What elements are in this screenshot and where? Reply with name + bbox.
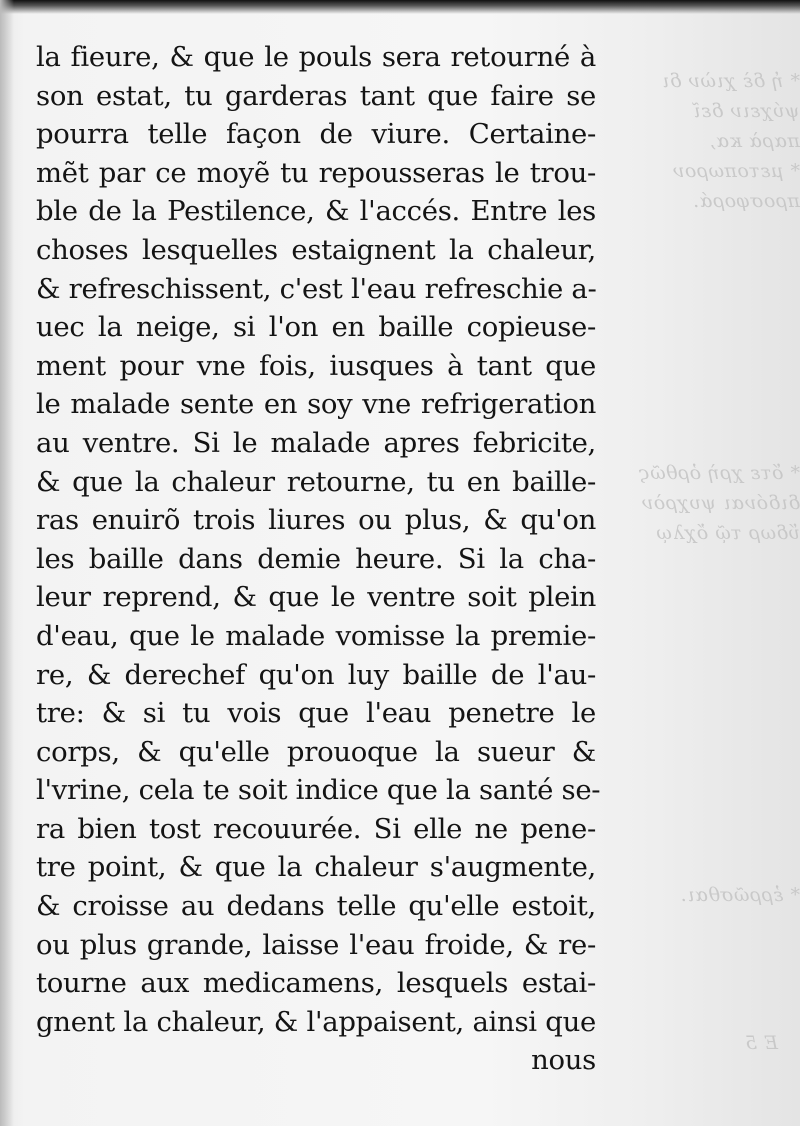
show-through-marginal-note — [608, 66, 800, 216]
text-line: ras enuirõ trois liures ou plus, & qu'on — [36, 504, 596, 537]
text-line: uec la neige, si l'on en baille copieuse- — [36, 311, 596, 344]
show-through-signature-mark — [678, 1028, 778, 1058]
text-line: ou plus grande, laisse l'eau froide, & re- — [36, 928, 596, 961]
catchword: nous — [531, 1044, 596, 1077]
text-line: l'vrine, cela te soit indice que la santé se- — [36, 774, 601, 807]
text-line: mẽt par ce moyẽ tu repousseras le trou- — [36, 156, 596, 189]
text-line: choses lesquelles estaignent la chaleur, — [36, 233, 596, 266]
marginal-note-line: * ὅτε χρὴ ὀρθῶς — [638, 462, 800, 484]
text-line: au ventre. Si le malade apres febricite, — [36, 426, 596, 459]
text-line: corps, & qu'elle prouoque la sueur & — [36, 735, 596, 768]
text-line: re, & derechef qu'on luy baille de l'au- — [36, 658, 596, 691]
text-line: la fieure, & que le pouls sera retourné à — [36, 41, 596, 73]
marginal-note-line: ψύχειν δεῖ — [692, 100, 800, 122]
marginal-note-line: ὕδωρ τῷ ὄχλῳ — [655, 522, 800, 544]
text-line: tre point, & que la chaleur s'augmente, — [36, 851, 596, 884]
page-top-edge-shadow — [0, 0, 800, 14]
marginal-note-line: διδόναι ψυχρὸν — [641, 492, 800, 514]
main-text-block — [36, 38, 601, 1080]
show-through-marginal-note — [608, 880, 800, 910]
text-line: son estat, tu garderas tant que faire se — [36, 79, 596, 112]
text-line: le malade sente en soy vne refrigeration — [36, 388, 596, 421]
text-line: tourne aux medicamens, lesquels estai- — [36, 967, 596, 1000]
text-line: ment pour vne fois, iusques à tant que — [36, 349, 596, 382]
text-line: ble de la Pestilence, & l'accés. Entre les — [36, 195, 596, 228]
marginal-note-line: παρὰ κα, — [709, 130, 800, 152]
show-through-marginal-note — [608, 458, 800, 548]
text-line: gnent la chaleur, & l'appaisent, ainsi que — [36, 1005, 596, 1038]
marginal-note-line: Ε 5 — [744, 1032, 778, 1054]
text-line: pourra telle façon de viure. Certaine- — [36, 118, 596, 151]
text-line: les baille dans demie heure. Si la cha- — [36, 542, 596, 575]
marginal-note-line: προσφορά. — [692, 190, 800, 212]
text-line: leur reprend, & que le ventre soit plein — [36, 581, 596, 614]
text-line: tre: & si tu vois que l'eau penetre le — [36, 697, 596, 730]
marginal-note-line: * ἡ δὲ χιὼν δι — [661, 70, 800, 92]
text-line: d'eau, que le malade vomisse la premie- — [36, 619, 596, 652]
text-line: & refreschissent, c'est l'eau refreschie a- — [36, 272, 597, 305]
marginal-note-line: * ἐρρῶσθαι. — [680, 884, 800, 906]
page-gutter-shadow — [0, 0, 14, 1126]
text-line: & que la chaleur retourne, tu en baille- — [36, 465, 596, 498]
marginal-note-line: * μετοπωρον — [672, 160, 800, 182]
text-line: & croisse au dedans telle qu'elle estoit, — [36, 890, 596, 923]
text-line: ra bien tost recouurée. Si elle ne pene- — [36, 812, 596, 845]
